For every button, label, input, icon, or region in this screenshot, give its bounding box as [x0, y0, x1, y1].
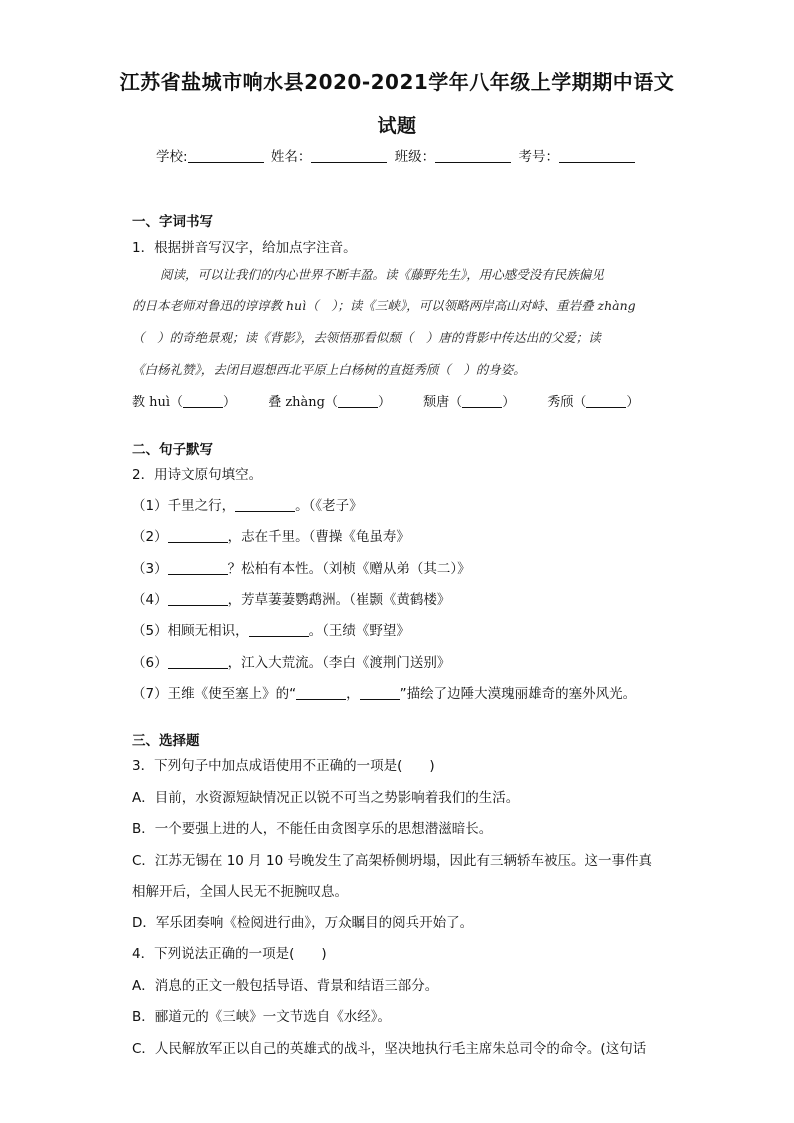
fill-suffix: ，芳草萋萋鹦鹉洲。（崔颢《黄鹤楼》	[227, 592, 451, 608]
answer-blank[interactable]	[462, 394, 502, 408]
option-c: C．江苏无锡在 10 月 10 号晚发生了高架桥侧坍塌，因此有三辆轿车被压。这一事件真	[132, 853, 652, 869]
passage-line: （ ）的奇绝景观；读《背影》，去领悟那看似颓（ ）唐的背影中传达出的父爱；读	[132, 330, 601, 345]
fill-item	[132, 588, 450, 608]
fill-blank[interactable]	[168, 655, 228, 669]
fill-blank[interactable]	[296, 686, 346, 700]
answer-label: 秀颀（	[547, 395, 587, 410]
fill-prefix: （7）王维《使至塞上》的“	[132, 686, 297, 702]
passage-line: 的日本老师对鲁迅的谆谆教 huì（ ）；读《三峡》，可以领略两岸高山对峙、重岩叠 zhàng	[132, 298, 636, 313]
class-label: 班级：	[394, 149, 436, 165]
fill-blank[interactable]	[168, 561, 228, 575]
fill-blank[interactable]	[168, 529, 228, 543]
fill-blank[interactable]	[360, 686, 400, 700]
fill-prefix: （4）	[132, 592, 168, 608]
exam-no-field[interactable]	[559, 148, 635, 163]
fill-suffix: ？松柏有本性。（刘桢《赠从弟（其二）》	[227, 561, 471, 577]
question-1: 1．根据拼音写汉字，给加点字注音。	[132, 240, 357, 256]
answer-row	[132, 391, 639, 410]
answer-label: 颓唐（	[423, 395, 463, 410]
option-d: D．军乐团奏响《检阅进行曲》，万众瞩目的阅兵开始了。	[132, 915, 474, 931]
answer-label: 叠 zhàng（	[268, 395, 339, 410]
exam-no-label: 考号：	[518, 149, 559, 165]
passage-line: 《白杨礼赞》，去闭目遐想西北平原上白杨树的直挺秀颀（ ）的身姿。	[132, 362, 526, 377]
fill-blank[interactable]	[168, 592, 228, 606]
fill-item	[132, 557, 471, 577]
fill-prefix: （5）相顾无相识，	[132, 623, 249, 639]
passage-line: 阅读，可以让我们的内心世界不断丰盈。读《藤野先生》，用心感受没有民族偏见	[160, 267, 604, 282]
fill-suffix: ”描绘了边陲大漠瑰丽雄奇的塞外风光。	[399, 686, 637, 702]
answer-blank[interactable]	[586, 394, 626, 408]
answer-paren: ）	[378, 395, 392, 410]
fill-prefix: （6）	[132, 655, 168, 671]
class-field[interactable]	[435, 148, 511, 163]
answer-label: 教 huì（	[132, 395, 184, 410]
answer-paren: ）	[502, 395, 516, 410]
document-title: 江苏省盐城市响水县2020-2021学年八年级上学期期中语文	[119, 70, 675, 94]
document-title-continued: 试题	[377, 115, 417, 137]
fill-item	[132, 619, 410, 639]
answer-paren: ）	[626, 395, 640, 410]
fill-item	[132, 525, 410, 545]
fill-item	[132, 682, 636, 702]
question-4: 4．下列说法正确的一项是( )	[132, 946, 327, 962]
student-info-row	[0, 145, 794, 165]
fill-blank[interactable]	[249, 623, 309, 637]
school-label: 学校:	[156, 149, 188, 165]
fill-blank[interactable]	[235, 498, 295, 512]
option-a: A．目前，水资源短缺情况正以锐不可当之势影响着我们的生活。	[132, 790, 520, 806]
option-a: A．消息的正文一般包括导语、背景和结语三部分。	[132, 978, 439, 994]
name-label: 姓名：	[270, 149, 312, 165]
fill-prefix: （2）	[132, 529, 168, 545]
fill-prefix: （3）	[132, 561, 168, 577]
question-2: 2．用诗文原句填空。	[132, 467, 263, 483]
name-field[interactable]	[311, 148, 387, 163]
fill-suffix: ，志在千里。（曹操《龟虽寿》	[227, 529, 410, 545]
answer-blank[interactable]	[338, 394, 378, 408]
option-c: C．人民解放军正以自己的英雄式的战斗，坚决地执行毛主席朱总司令的命令。(这句话	[132, 1041, 647, 1057]
fill-suffix: 。（王绩《野望》	[308, 623, 410, 639]
section-heading: 三、选择题	[132, 733, 200, 749]
fill-suffix: ，江入大荒流。（李白《渡荆门送别》	[227, 655, 451, 671]
answer-paren: ）	[223, 395, 237, 410]
school-field[interactable]	[188, 148, 264, 163]
section-heading: 二、句子默写	[132, 442, 213, 458]
fill-prefix: （1）千里之行，	[132, 498, 236, 514]
answer-blank[interactable]	[183, 394, 223, 408]
fill-separator: ，	[346, 686, 360, 702]
fill-item	[132, 651, 450, 671]
section-heading: 一、字词书写	[132, 214, 213, 230]
question-3: 3．下列句子中加点成语使用不正确的一项是( )	[132, 758, 435, 774]
option-b: B．一个要强上进的人，不能任由贪图享乐的思想潜滋暗长。	[132, 821, 493, 837]
option-b: B．郦道元的《三峡》一文节选自《水经》。	[132, 1009, 392, 1025]
fill-item	[132, 494, 363, 514]
option-c-continued: 相解开后，全国人民无不扼腕叹息。	[132, 884, 348, 900]
fill-suffix: 。（《老子》	[295, 498, 363, 514]
